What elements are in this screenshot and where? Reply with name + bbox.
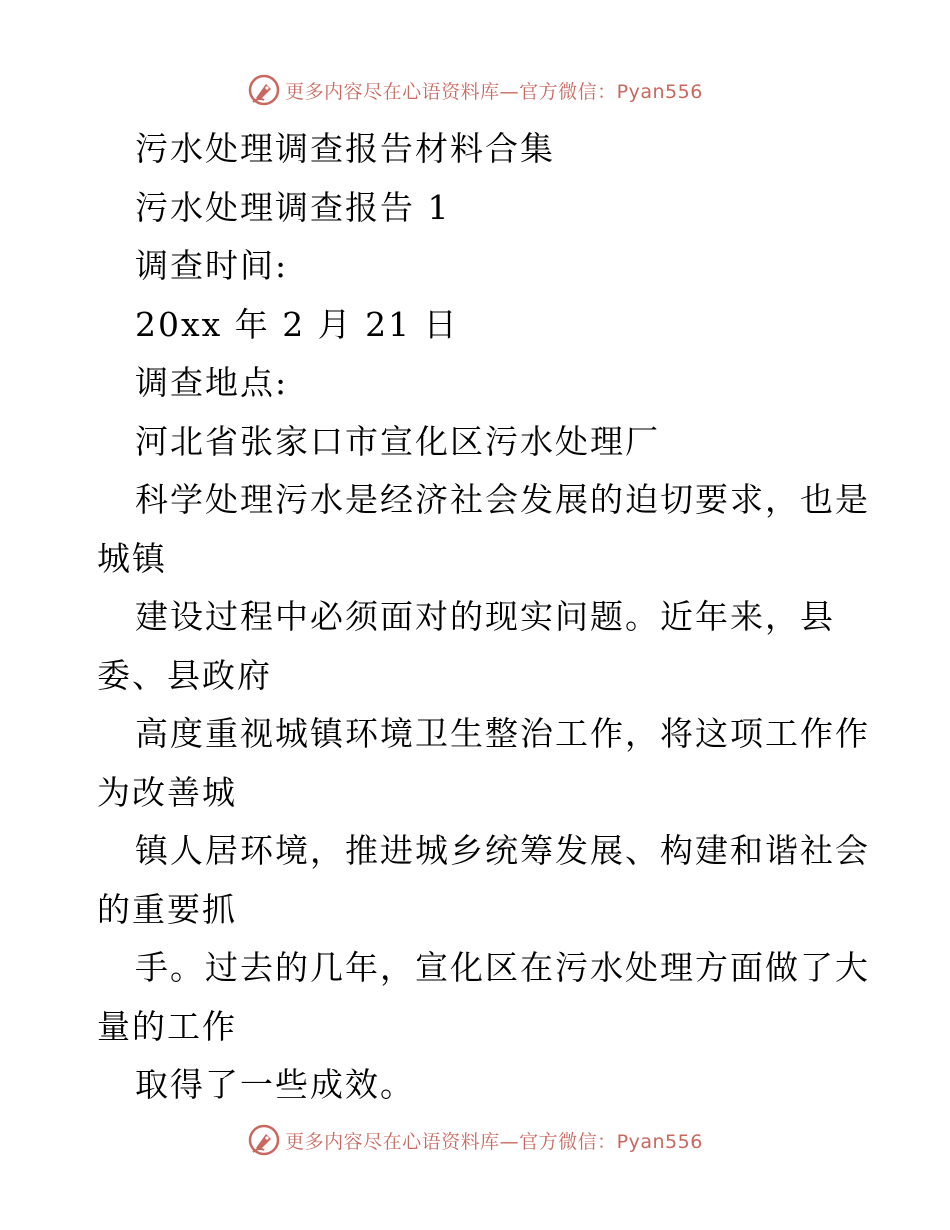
paragraph-line: 委、县政府 bbox=[97, 655, 272, 695]
survey-location-label: 调查地点: bbox=[135, 363, 289, 402]
survey-time-label: 调查时间: bbox=[135, 246, 289, 285]
survey-location: 河北省张家口市宣化区污水处理厂 bbox=[135, 421, 660, 461]
footer-watermark bbox=[0, 1120, 950, 1160]
paragraph-line: 高度重视城镇环境卫生整治工作，将这项工作作 bbox=[135, 714, 870, 753]
watermark-text: 更多内容尽在心语资料库—官方微信：Pyan556 bbox=[285, 1130, 703, 1153]
document-title: 污水处理调查报告材料合集 bbox=[135, 129, 555, 168]
document-body bbox=[97, 120, 870, 1115]
paragraph-line: 城镇 bbox=[97, 538, 167, 578]
paragraph-line: 取得了一些成效。 bbox=[135, 1065, 415, 1104]
survey-date: 20xx 年 2 月 21 日 bbox=[135, 304, 459, 344]
paragraph-line: 科学处理污水是经济社会发展的迫切要求，也是 bbox=[135, 480, 870, 519]
pen-nib-logo-icon bbox=[247, 73, 281, 107]
watermark-text: 更多内容尽在心语资料库—官方微信：Pyan556 bbox=[285, 80, 703, 103]
paragraph-line: 的重要抓 bbox=[97, 889, 237, 929]
paragraph-line: 量的工作 bbox=[97, 1006, 237, 1046]
paragraph-line: 镇人居环境，推进城乡统筹发展、构建和谐社会 bbox=[135, 831, 870, 870]
header-watermark bbox=[0, 70, 950, 110]
paragraph-line: 手。过去的几年，宣化区在污水处理方面做了大 bbox=[135, 948, 870, 987]
report-heading: 污水处理调查报告 1 bbox=[135, 187, 451, 227]
paragraph-line: 建设过程中必须面对的现实问题。近年来，县 bbox=[135, 597, 835, 636]
pen-nib-logo-icon bbox=[247, 1123, 281, 1157]
paragraph-line: 为改善城 bbox=[97, 772, 237, 812]
